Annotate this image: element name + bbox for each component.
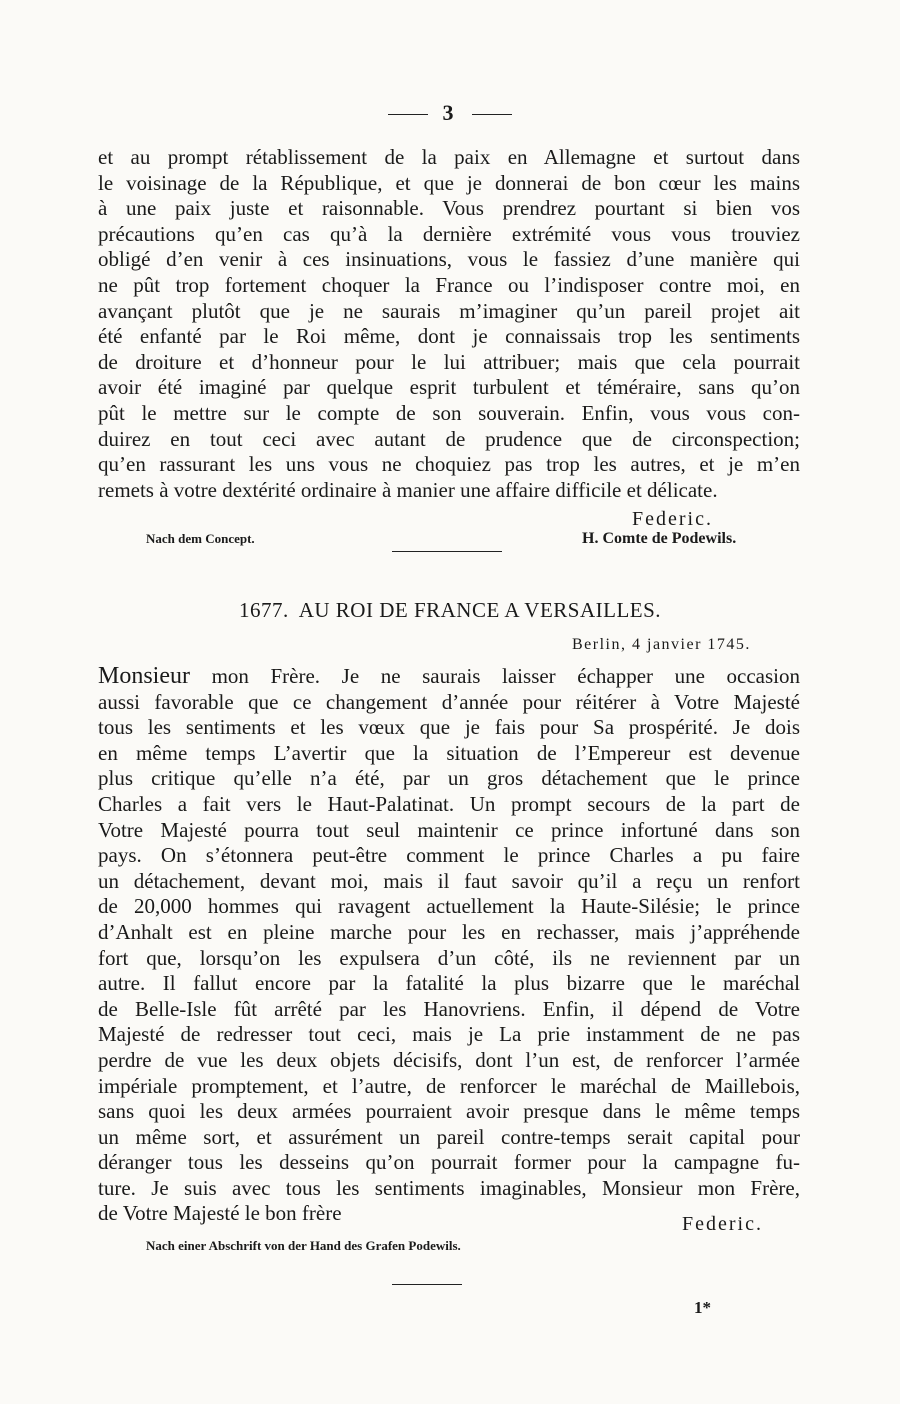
text-line: remets à votre dextérité ordinaire à manier une affaire difficile et délicate.	[98, 477, 718, 502]
letter-1-source-note: Nach dem Concept.	[146, 531, 255, 546]
letter-2-signature: Federic.	[682, 1213, 763, 1235]
section-divider	[392, 551, 502, 552]
text-line: un détachement, devant moi, mais il faut savoir qu’il a reçu un renfort	[98, 868, 800, 893]
text-line: qu’en rassurant les uns vous ne choquiez pas trop les autres, et je m’en	[98, 452, 800, 477]
letter-1-signature: Federic.	[632, 508, 713, 530]
text-line: le voisinage de la République, et que je donnerai de bon cœur les mains	[98, 170, 800, 195]
text-line: ne pût trop fortement choquer la France ou l’indisposer contre moi, en	[98, 272, 800, 297]
text-line: avoir été imaginé par quelque esprit turbulent et téméraire, sans qu’on	[98, 375, 800, 400]
text-line: Majesté de redresser tout ceci, mais je La prie instamment de ne pas	[98, 1022, 800, 1047]
text-line: de 20,000 hommes qui ravagent actuellement la Haute-Silésie; le prince	[98, 894, 800, 919]
text-line: en même temps L’avertir que la situation de l’Empereur est devenue	[98, 740, 800, 765]
text-line: de droiture et d’honneur pour le lui attribuer; mais que cela pourrait	[98, 349, 800, 374]
text-line: Charles a fait vers le Haut-Palatinat. Un prompt secours de la part de	[98, 791, 800, 816]
text-line: obligé d’en venir à ces insinuations, vous le fassiez d’une manière qui	[98, 247, 800, 272]
text-line: ture. Je suis avec tous les sentiments imaginables, Monsieur mon Frère,	[98, 1175, 800, 1200]
text-line: pût le mettre sur le compte de son souverain. Enfin, vous vous con-	[98, 400, 800, 425]
text-line: aussi favorable que ce changement d’année pour réitérer à Votre Majesté	[98, 689, 800, 714]
text-line: un même sort, et assurément un pareil contre-temps serait capital pour	[98, 1124, 800, 1149]
text-line: déranger tous les desseins qu’on pourrait former pour la campagne fu-	[98, 1150, 800, 1175]
text-line: perdre de vue les deux objets décisifs, dont l’un est, de renforcer l’armée	[98, 1047, 800, 1072]
letter-2-dateline: Berlin, 4 janvier 1745.	[572, 636, 751, 653]
text-line: d’Anhalt est en pleine marche pour les en rechasser, mais j’appréhende	[98, 919, 800, 944]
text-line: plus critique qu’elle n’a été, par un gros détachement que le prince	[98, 766, 800, 791]
text-line: fort que, lorsqu’on les expulsera d’un côté, ils ne reviennent par un	[98, 945, 800, 970]
text-line: Votre Majesté pourra tout seul maintenir ce prince infortuné dans son	[98, 817, 800, 842]
text-line: pays. On s’étonnera peut-être comment le prince Charles a pu faire	[98, 843, 800, 868]
text-line: précautions qu’en cas qu’à la dernière extrémité vous vous trouviez	[98, 221, 800, 246]
text-line: à une paix juste et raisonnable. Vous prendrez pourtant si bien vos	[98, 196, 800, 221]
header-dash-left	[388, 114, 428, 115]
end-divider	[392, 1284, 462, 1285]
sheet-signature-mark: 1*	[694, 1298, 711, 1317]
text-line: été enfanté par le Roi même, dont je connaissais trop les sentiments	[98, 324, 800, 349]
header-dash-right	[472, 114, 512, 115]
text-line: autre. Il fallut encore par la fatalité la plus bizarre que le maréchal	[98, 971, 800, 996]
letter-1-body	[98, 145, 800, 503]
text-line-rest: mon Frère. Je ne saurais laisser échapper une occasion	[190, 664, 800, 688]
text-line: et au prompt rétablissement de la paix en Allemagne et surtout dans	[98, 145, 800, 169]
text-line: de Votre Majesté le bon frère	[98, 1201, 342, 1226]
text-line: duirez en tout ceci avec autant de prudence que de circonspection;	[98, 426, 800, 451]
page-header	[0, 100, 900, 130]
letter-2-title: AU ROI DE FRANCE A VERSAILLES.	[298, 598, 662, 622]
text-line: de Belle-Isle fût arrêté par les Hanovriens. Enfin, il dépend de Votre	[98, 996, 800, 1021]
letter-1-countersignature: H. Comte de Podewils.	[582, 530, 737, 547]
text-line	[98, 664, 800, 690]
opening-word: Monsieur	[98, 664, 190, 689]
letter-2-source-note: Nach einer Abschrift von der Hand des Grafen Podewils.	[146, 1238, 461, 1253]
text-line: impériale promptement, et l’autre, de renforcer le maréchal de Maillebois,	[98, 1073, 800, 1098]
letter-2-number: 1677.	[238, 598, 289, 622]
letter-2-heading	[0, 598, 900, 623]
letter-2-body	[98, 664, 800, 1227]
text-line: tous les sentiments et les vœux que je fais pour Sa prospérité. Je dois	[98, 715, 800, 740]
page-number: 3	[442, 100, 454, 125]
text-line: avançant plutôt que je ne saurais m’imaginer qu’un pareil projet ait	[98, 298, 800, 323]
text-line: sans quoi les deux armées pourraient avoir presque dans le même temps	[98, 1099, 800, 1124]
